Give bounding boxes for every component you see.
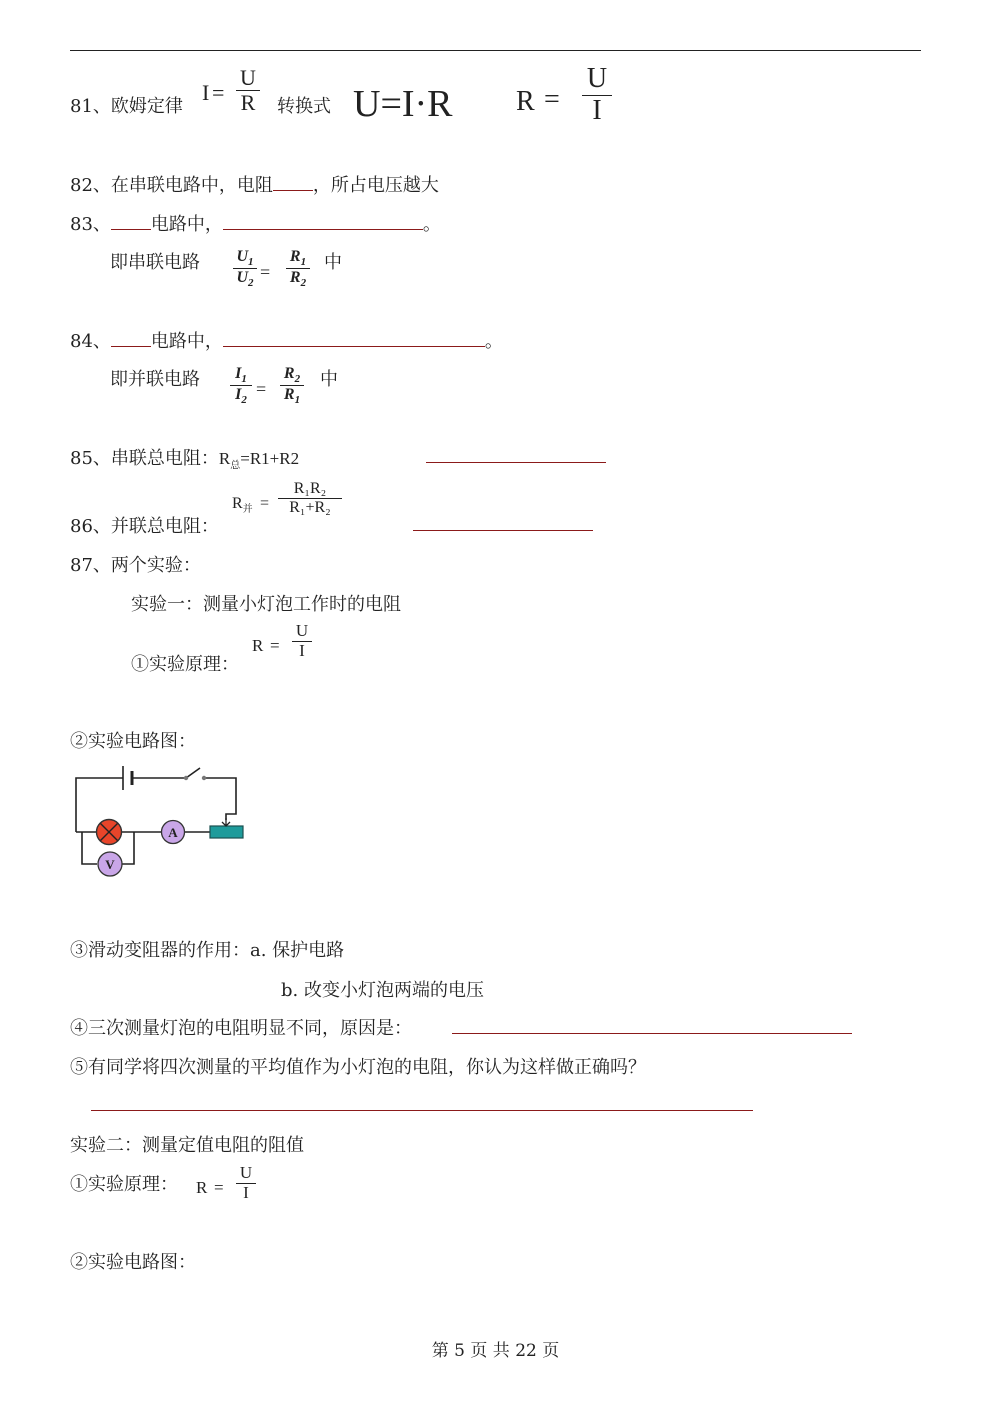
voltmeter-icon (98, 852, 122, 876)
rheostat-role: ③滑动变阻器的作用：a. 保护电路 (70, 940, 345, 961)
answer-blank[interactable] (111, 328, 151, 347)
answer-blank[interactable] (91, 1110, 753, 1111)
battery-icon (123, 766, 132, 790)
answer-blank[interactable] (452, 1033, 852, 1034)
exp2-principle-label: ①实验原理： (70, 1174, 178, 1195)
q83-sub-label: 即串联电路 (110, 252, 200, 273)
series-resistance-ratio: $R_1$ $R_2$ (286, 248, 310, 290)
exp1-principle-row: ①实验原理： R = U I (131, 622, 351, 672)
q83-suffix: 中 (324, 252, 342, 273)
equals-sign: = (260, 262, 271, 282)
q84-pre: 84、 (70, 331, 111, 352)
parallel-current-ratio: $I_1$ $I_2$ (230, 365, 252, 407)
answer-blank[interactable] (223, 328, 485, 347)
q82-pre: 82、在串联电路中，电阻 (70, 175, 273, 196)
q83-pre: 83、 (70, 214, 111, 235)
q84-suffix: 中 (320, 369, 338, 390)
equals-sign: = (256, 379, 267, 399)
parallel-resistance-ratio: $R_2$ $R_1$ (280, 365, 304, 407)
exp2-title: 实验二：测量定值电阻的阻值 (70, 1135, 304, 1156)
q84-sub-label: 即并联电路 (110, 369, 200, 390)
q82-post: ，所占电压越大 (312, 175, 439, 196)
circuit-wire (204, 778, 236, 820)
q83-row (70, 210, 441, 236)
q84-mid: 电路中， (150, 331, 223, 352)
q85-label: 85、串联总电阻： (70, 448, 219, 469)
q84-formula-row (110, 365, 370, 421)
convert-label: 转换式 (277, 96, 331, 117)
q85-row (70, 444, 299, 471)
q83-formula-row (110, 248, 370, 304)
switch-lever (186, 768, 200, 778)
answer-blank[interactable] (413, 530, 593, 531)
q87-item4: ④三次测量灯泡的电阻明显不同，原因是： (70, 1018, 412, 1039)
exp1-diagram-label: ②实验电路图： (70, 731, 196, 752)
q83-end: 。 (422, 214, 441, 235)
circuit-diagram (70, 760, 250, 885)
q83-mid: 电路中， (150, 214, 223, 235)
page-footer: 第 5 页 共 22 页 (431, 1341, 560, 1361)
switch-contact (202, 776, 206, 780)
answer-blank[interactable] (426, 462, 606, 463)
exp2-principle-row: ①实验原理： R = U I (70, 1164, 290, 1214)
rheostat-role-b: b. 改变小灯泡两端的电压 (281, 980, 484, 1001)
series-voltage-ratio: $U_1$ $U_2$ (233, 248, 257, 290)
q81-label: 81、欧姆定律 (70, 96, 183, 117)
q86-row: 86、并联总电阻： $R_并$ = R₁R₂ R₁+R₂ (70, 478, 370, 538)
q86-label: 86、并联总电阻： (70, 516, 219, 537)
ui-formula: U=I·R (353, 83, 453, 125)
answer-blank[interactable] (273, 172, 313, 191)
lamp-icon (97, 820, 122, 845)
circuit-wire (122, 832, 134, 864)
rheostat-icon (210, 818, 243, 838)
q84-end: 。 (484, 331, 503, 352)
exp2-diagram-label: ②实验电路图： (70, 1252, 196, 1273)
answer-blank[interactable] (223, 211, 423, 230)
answer-blank[interactable] (111, 211, 151, 230)
svg-text:V: V (105, 857, 115, 872)
q82-row (70, 171, 439, 197)
q84-row (70, 327, 503, 353)
header-rule (70, 50, 921, 51)
ammeter-icon (162, 821, 185, 844)
exp1-title: 实验一：测量小灯泡工作时的电阻 (131, 594, 401, 615)
switch-contact (184, 776, 188, 780)
exp1-principle-label: ①实验原理： (131, 654, 239, 675)
q87-item5: ⑤有同学将四次测量的平均值作为小灯泡的电阻，你认为这样做正确吗？ (70, 1057, 646, 1078)
series-total-resistance-formula: $R_总=R1+R2$ (218, 449, 300, 472)
q87-label: 87、两个实验： (70, 555, 201, 576)
circuit-wire (82, 832, 97, 864)
svg-text:A: A (168, 825, 178, 840)
